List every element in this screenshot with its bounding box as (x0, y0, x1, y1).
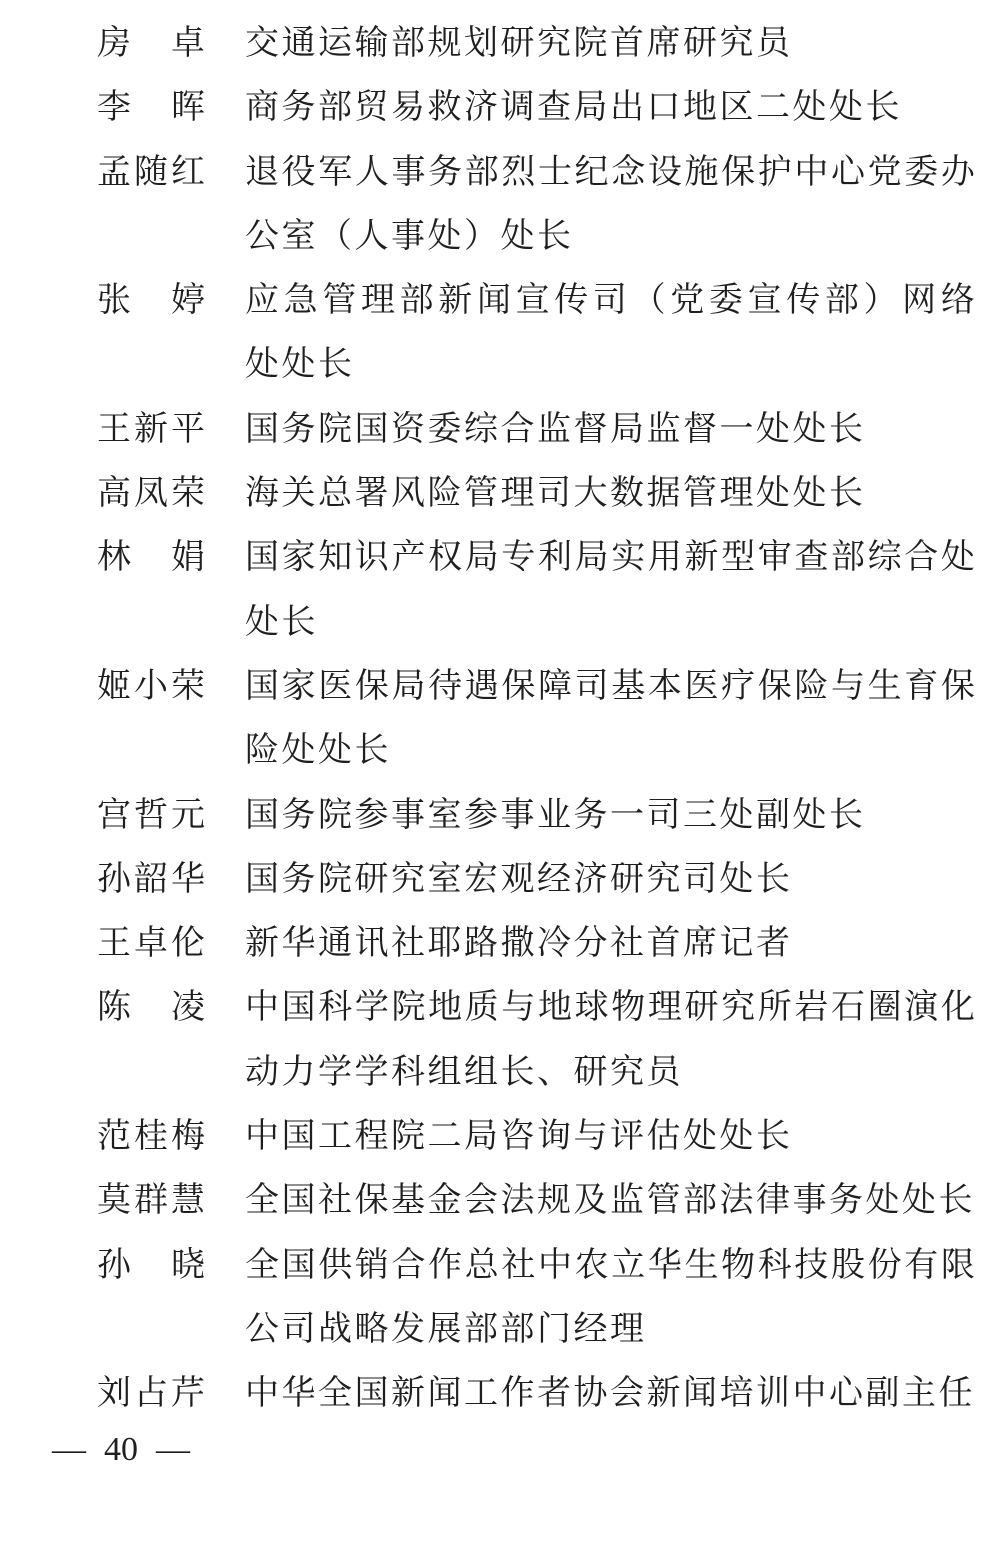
entry-name-char: 荣 (171, 475, 205, 513)
footer-left-dash: — (52, 1431, 86, 1468)
entry-name-char: 陈 (97, 989, 131, 1027)
entry-name (97, 976, 205, 1040)
entry-title (245, 12, 975, 76)
entry-title-line: 退 役 军 人 事 务 部 烈 士 纪 念 设 施 保 护 中 心 党 委 办 (245, 153, 975, 191)
entry-title (245, 398, 975, 462)
entry-name (97, 1234, 205, 1298)
entry-title (245, 655, 975, 784)
entry-row (97, 1362, 975, 1426)
entry-name-char: 桂 (134, 1118, 168, 1156)
entry-name-char: 张 (97, 282, 131, 320)
entry-title (245, 912, 975, 976)
entry-name-char: 元 (171, 796, 205, 834)
entry-name-char: 房 (97, 25, 131, 62)
entry-name (97, 526, 205, 590)
entry-name-char: 荣 (171, 667, 205, 705)
entry-name-char: 晖 (171, 89, 205, 127)
page-number: 40 (104, 1431, 138, 1468)
entry-name-char: 韶 (134, 860, 168, 898)
entry-row (97, 1234, 975, 1363)
entry-name (97, 1105, 205, 1169)
entry-row (97, 12, 975, 76)
entry-name-char: 随 (134, 153, 168, 191)
entry-name (97, 848, 205, 912)
entry-name (97, 269, 205, 333)
entry-name-char: 红 (171, 153, 205, 191)
entry-row (97, 76, 975, 140)
entry-title-line: 国务院参事室参事业务一司三处副处长 (245, 796, 866, 834)
entry-title-line: 国 家 医 保 局 待 遇 保 障 司 基 本 医 疗 保 险 与 生 育 保 (245, 667, 975, 705)
entry-row (97, 912, 975, 976)
entry-title (245, 141, 975, 270)
entry-name (97, 141, 205, 205)
entry-name-char: 林 (97, 539, 131, 577)
entry-name (97, 1169, 205, 1233)
entry-row (97, 269, 975, 398)
entry-title-line: 全国社保基金会法规及监管部法律事务处处长 (245, 1182, 975, 1220)
entry-row (97, 976, 975, 1105)
entry-title-line: 公司战略发展部部门经理 (245, 1310, 647, 1348)
entry-row (97, 398, 975, 462)
entry-name-char: 华 (171, 860, 205, 898)
entry-name (97, 398, 205, 462)
entry-name-char: 高 (97, 475, 131, 513)
entry-name-char: 宫 (97, 796, 131, 834)
entry-name-char: 晓 (171, 1246, 205, 1284)
entry-title (245, 462, 975, 526)
entry-title (245, 1234, 975, 1363)
entry-name-char: 孙 (97, 860, 131, 898)
entry-row (97, 848, 975, 912)
entry-name-char: 王 (97, 410, 131, 448)
entry-name (97, 784, 205, 848)
footer-right-dash: — (156, 1431, 190, 1468)
entry-name-char: 占 (134, 1375, 168, 1413)
entry-name-char: 刘 (97, 1375, 131, 1413)
entry-title-line: 中 国 科 学 院 地 质 与 地 球 物 理 研 究 所 岩 石 圈 演 化 (245, 989, 975, 1027)
entry-title-line: 交通运输部规划研究院首席研究员 (245, 25, 793, 62)
entry-name-char: 平 (171, 410, 205, 448)
entry-name (97, 462, 205, 526)
entry-title (245, 526, 975, 655)
entry-name-char: 王 (97, 925, 131, 963)
entry-title (245, 784, 975, 848)
entry-title (245, 848, 975, 912)
entry-title-line: 国务院研究室宏观经济研究司处长 (245, 860, 793, 898)
entry-title (245, 1362, 975, 1426)
entry-row (97, 1105, 975, 1169)
entry-name-char: 李 (97, 89, 131, 127)
entries-list (97, 12, 975, 1427)
entry-name-char: 新 (134, 410, 168, 448)
entry-name-char: 凌 (171, 989, 205, 1027)
entry-title-line: 动力学学科组组长、研究员 (245, 1053, 683, 1091)
entry-name (97, 76, 205, 140)
entry-title-line: 公室（人事处）处长 (245, 217, 574, 255)
entry-title (245, 1105, 975, 1169)
entry-name-char: 慧 (171, 1182, 205, 1220)
entry-name-char: 孟 (97, 153, 131, 191)
entry-name-char: 芹 (171, 1375, 205, 1413)
entry-row (97, 655, 975, 784)
entry-name (97, 912, 205, 976)
entry-row (97, 141, 975, 270)
entry-title-line: 中国工程院二局咨询与评估处处长 (245, 1118, 793, 1156)
entry-name-char: 莫 (97, 1182, 131, 1220)
entry-row (97, 526, 975, 655)
entry-name-char: 小 (134, 667, 168, 705)
entry-name-char: 娟 (171, 539, 205, 577)
entry-name (97, 12, 205, 76)
entry-name-char: 伦 (171, 925, 205, 963)
entry-name-char: 哲 (134, 796, 168, 834)
entry-name (97, 655, 205, 719)
entry-title-line: 商务部贸易救济调查局出口地区二处处长 (245, 89, 902, 127)
entry-title-line: 新华通讯社耶路撒冷分社首席记者 (245, 925, 793, 963)
entry-title (245, 1169, 975, 1233)
entry-name-char: 群 (134, 1182, 168, 1220)
entry-title-line: 处长 (245, 603, 318, 641)
entry-title (245, 76, 975, 140)
entry-title-line: 海关总署风险管理司大数据管理处处长 (245, 475, 866, 513)
entry-row (97, 462, 975, 526)
entry-title (245, 976, 975, 1105)
entry-title-line: 全 国 供 销 合 作 总 社 中 农 立 华 生 物 科 技 股 份 有 限 (245, 1246, 975, 1284)
entry-row (97, 784, 975, 848)
entry-name-char: 姬 (97, 667, 131, 705)
entry-name-char: 梅 (171, 1118, 205, 1156)
entry-row (97, 1169, 975, 1233)
entry-name-char: 婷 (171, 282, 205, 320)
entry-title-line: 险处处长 (245, 732, 391, 770)
page-footer (52, 1418, 190, 1482)
entry-title-line: 处处长 (245, 346, 355, 384)
entry-name-char: 凤 (134, 475, 168, 513)
entry-name-char: 卓 (171, 25, 205, 62)
entry-name-char: 孙 (97, 1246, 131, 1284)
entry-title-line: 国务院国资委综合监督局监督一处处长 (245, 410, 866, 448)
entry-name-char: 卓 (134, 925, 168, 963)
entry-title-line: 国 家 知 识 产 权 局 专 利 局 实 用 新 型 审 查 部 综 合 处 (245, 539, 975, 577)
entry-name (97, 1362, 205, 1426)
entry-title (245, 269, 975, 398)
entry-title-line: 应 急 管 理 部 新 闻 宣 传 司 （ 党 委 宣 传 部 ） 网 络 (245, 282, 975, 320)
entry-name-char: 范 (97, 1118, 131, 1156)
entry-title-line: 中华全国新闻工作者协会新闻培训中心副主任 (245, 1375, 975, 1413)
